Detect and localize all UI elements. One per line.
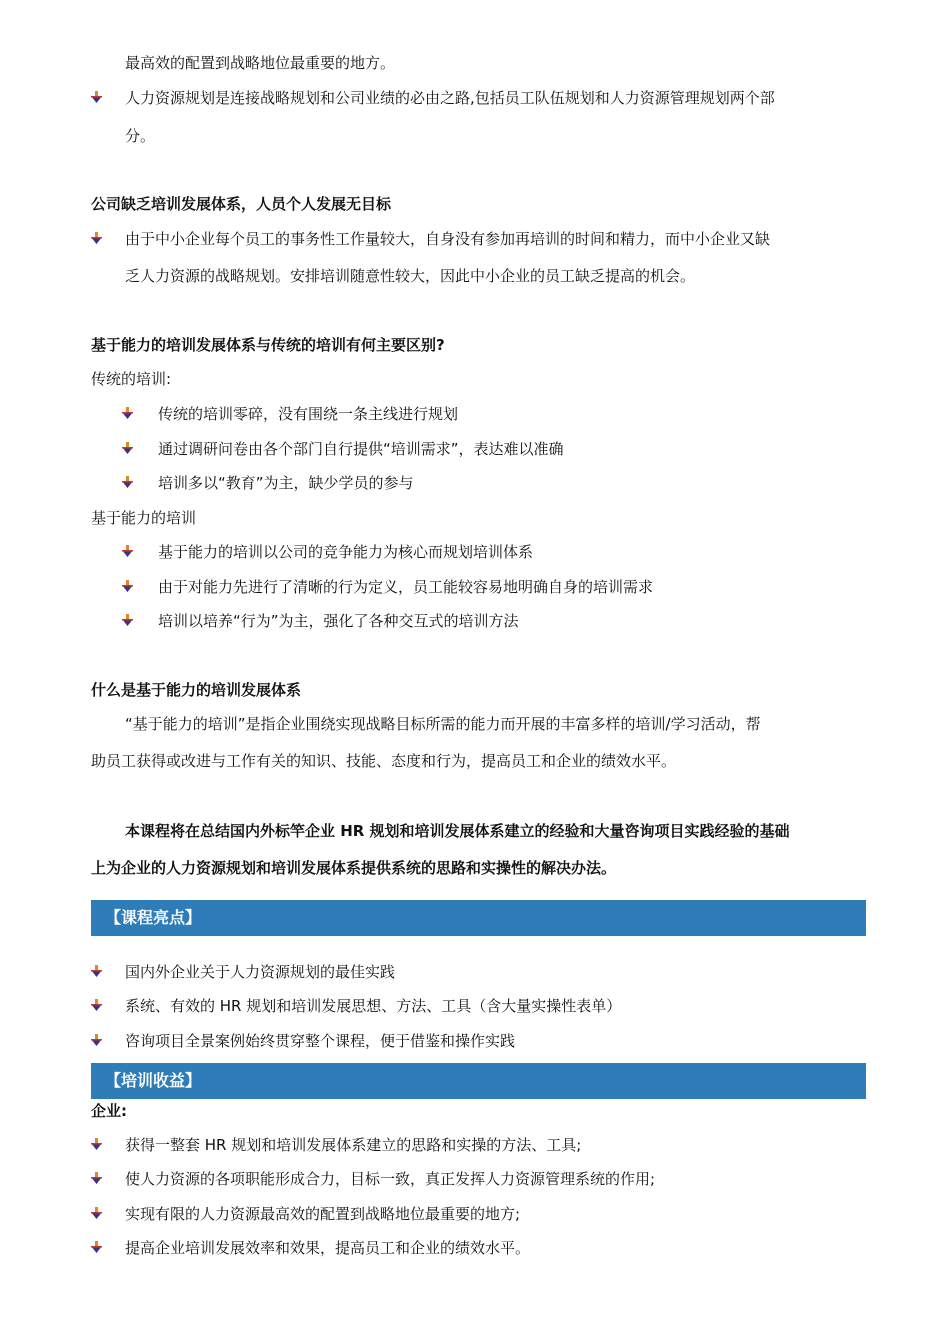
arrow-bullet-icon bbox=[91, 1207, 102, 1219]
arrow-bullet-icon bbox=[91, 1138, 102, 1150]
arrow-bullet-icon bbox=[122, 407, 133, 419]
arrow-bullet-icon bbox=[91, 1172, 102, 1184]
arrow-bullet-icon bbox=[122, 545, 133, 557]
competency-item: 培训以培养“行为”为主，强化了各种交互式的培训方法 bbox=[158, 612, 519, 630]
arrow-bullet-icon bbox=[91, 999, 102, 1011]
benefit-item: 使人力资源的各项职能形成合力，目标一致，真正发挥人力资源管理系统的作用; bbox=[125, 1170, 656, 1188]
arrow-bullet-icon bbox=[122, 442, 133, 454]
section-heading-what: 什么是基于能力的培训发展体系 bbox=[91, 681, 302, 699]
highlight-item: 咨询项目全景案例始终贯穿整个课程，便于借鉴和操作实践 bbox=[125, 1032, 516, 1050]
intro-text-cont: 最高效的配置到战略地位最重要的地方。 bbox=[125, 54, 396, 72]
intro-bullet-1: 人力资源规划是连接战略规划和公司业绩的必由之路,包括员工队伍规划和人力资源管理规划两个部 bbox=[125, 89, 775, 107]
benefit-item: 获得一整套 HR 规划和培训发展体系建立的思路和实操的方法、工具; bbox=[125, 1136, 582, 1154]
training-bullet-1: 由于中小企业每个员工的事务性工作量较大，自身没有参加再培训的时间和精力，而中小企业又缺 bbox=[125, 230, 771, 248]
section-heading-training: 公司缺乏培训发展体系，人员个人发展无目标 bbox=[91, 195, 392, 213]
course-summary-line-1: 本课程将在总结国内外标竿企业 HR 规划和培训发展体系建立的经验和大量咨询项目实践经验的基础 bbox=[125, 822, 790, 840]
traditional-label: 传统的培训: bbox=[91, 370, 172, 388]
course-summary-line-2: 上为企业的人力资源规划和培训发展体系提供系统的思路和实操性的解决办法。 bbox=[91, 859, 617, 877]
arrow-bullet-icon bbox=[91, 965, 102, 977]
arrow-bullet-icon bbox=[122, 580, 133, 592]
enterprise-label: 企业: bbox=[91, 1102, 127, 1120]
benefit-item: 提高企业培训发展效率和效果，提高员工和企业的绩效水平。 bbox=[125, 1239, 531, 1257]
traditional-item: 培训多以“教育”为主，缺少学员的参与 bbox=[158, 474, 414, 492]
training-bullet-1-cont: 乏人力资源的战略规划。安排培训随意性较大，因此中小企业的员工缺乏提高的机会。 bbox=[125, 267, 696, 285]
benefits-banner: 【培训收益】 bbox=[91, 1063, 866, 1099]
arrow-bullet-icon bbox=[91, 1241, 102, 1253]
highlights-banner: 【课程亮点】 bbox=[91, 900, 866, 936]
arrow-bullet-icon bbox=[122, 476, 133, 488]
section-heading-diff: 基于能力的培训发展体系与传统的培训有何主要区别? bbox=[91, 336, 445, 354]
traditional-item: 传统的培训零碎，没有围绕一条主线进行规划 bbox=[158, 405, 459, 423]
arrow-bullet-icon bbox=[91, 91, 102, 103]
what-paragraph-line-1: “基于能力的培训”是指企业围绕实现战略目标所需的能力而开展的丰富多样的培训/学习活动，帮 bbox=[125, 715, 761, 733]
competency-label: 基于能力的培训 bbox=[91, 509, 197, 527]
arrow-bullet-icon bbox=[91, 232, 102, 244]
what-paragraph-line-2: 助员工获得或改进与工作有关的知识、技能、态度和行为，提高员工和企业的绩效水平。 bbox=[91, 752, 677, 770]
arrow-bullet-icon bbox=[122, 614, 133, 626]
competency-item: 基于能力的培训以公司的竞争能力为核心而规划培训体系 bbox=[158, 543, 534, 561]
benefit-item: 实现有限的人力资源最高效的配置到战略地位最重要的地方; bbox=[125, 1205, 521, 1223]
traditional-item: 通过调研问卷由各个部门自行提供“培训需求”，表达难以准确 bbox=[158, 440, 564, 458]
arrow-bullet-icon bbox=[91, 1034, 102, 1046]
highlight-item: 国内外企业关于人力资源规划的最佳实践 bbox=[125, 963, 396, 981]
highlight-item: 系统、有效的 HR 规划和培训发展思想、方法、工具（含大量实操性表单） bbox=[125, 997, 622, 1015]
intro-bullet-1-cont: 分。 bbox=[125, 127, 156, 145]
competency-item: 由于对能力先进行了清晰的行为定义，员工能较容易地明确自身的培训需求 bbox=[158, 578, 654, 596]
